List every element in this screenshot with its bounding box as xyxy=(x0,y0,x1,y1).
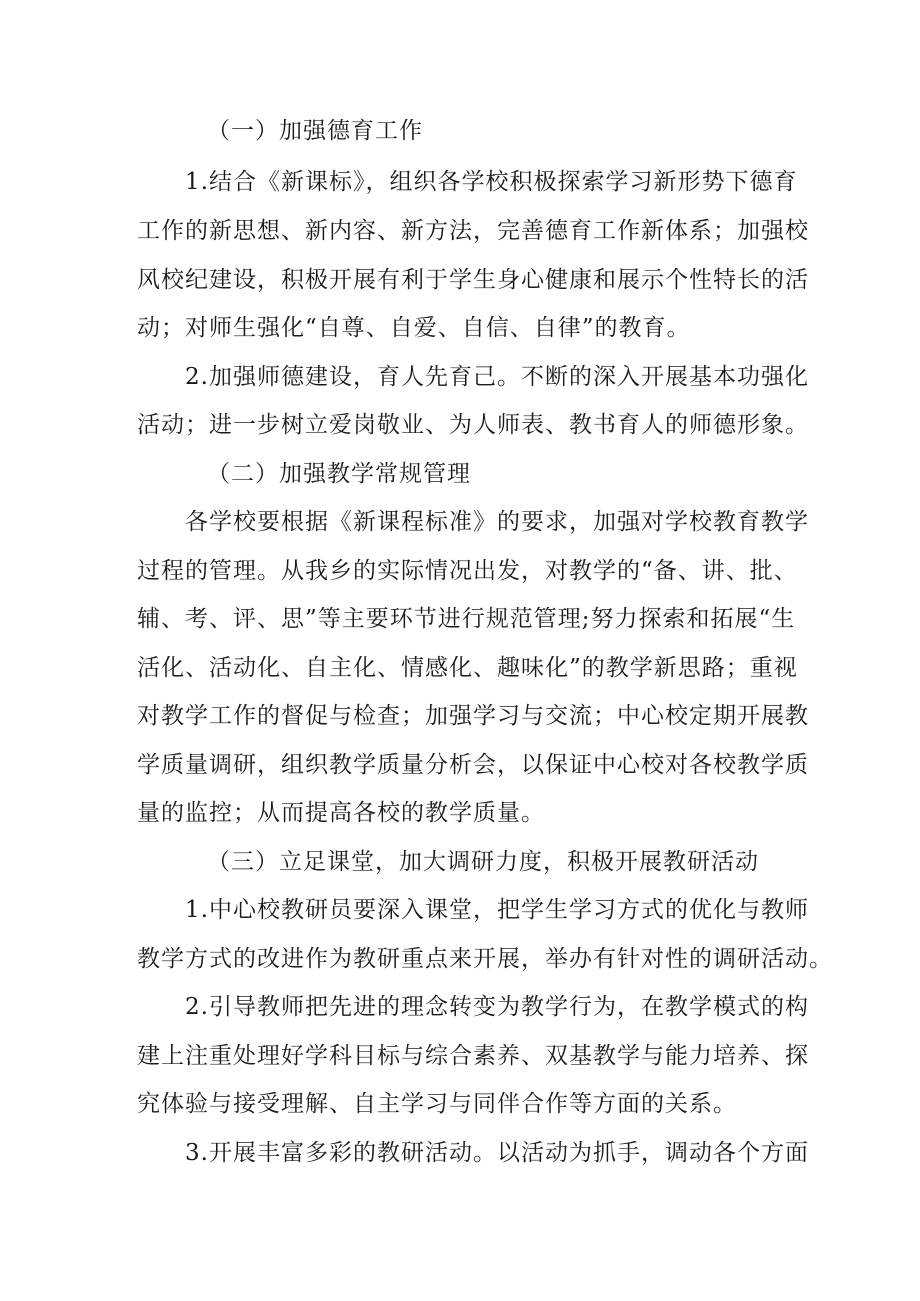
paragraph-line: 对教学工作的督促与检查；加强学习与交流；中心校定期开展教 xyxy=(137,703,809,729)
paragraph-line: 辅、考、评、思”等主要环节进行规范管理;努力探索和拓展“生 xyxy=(137,606,796,632)
paragraph-line: 建上注重处理好学科目标与综合素养、双基教学与能力培养、探 xyxy=(137,1043,809,1069)
paragraph-line: 量的监控；从而提高各校的教学质量。 xyxy=(137,800,545,826)
paragraph-line: 各学校要根据《新课程标准》的要求，加强对学校教育教学 xyxy=(185,509,809,535)
paragraph-line: 2.加强师德建设，育人先育己。不断的深入开展基本功强化 xyxy=(185,364,809,390)
section-heading-2: （二）加强教学常规管理 xyxy=(207,461,471,487)
paragraph-line: 动；对师生强化“自尊、自爱、自信、自律”的教育。 xyxy=(137,315,691,341)
paragraph-line: 究体验与接受理解、自主学习与同伴合作等方面的关系。 xyxy=(137,1091,737,1117)
paragraph-line: 活动；进一步树立爱岗敬业、为人师表、教书育人的师德形象。 xyxy=(137,412,809,438)
paragraph-line: 1.中心校教研员要深入课堂，把学生学习方式的优化与教师 xyxy=(185,897,809,923)
section-heading-1: （一）加强德育工作 xyxy=(207,118,423,144)
paragraph-line: 学质量调研，组织教学质量分析会，以保证中心校对各校教学质 xyxy=(137,752,809,778)
paragraph-line: 过程的管理。从我乡的实际情况出发，对教学的“备、讲、批、 xyxy=(137,558,798,584)
paragraph-line: 2.引导教师把先进的理念转变为教学行为，在教学模式的构 xyxy=(185,994,809,1020)
paragraph-line: 教学方式的改进作为教研重点来开展，举办有针对性的调研活动。 xyxy=(137,946,833,972)
paragraph-line: 风校纪建设，积极开展有利于学生身心健康和展示个性特长的活 xyxy=(137,267,809,293)
paragraph-line: 工作的新思想、新内容、新方法，完善德育工作新体系；加强校 xyxy=(137,218,809,244)
section-heading-3: （三）立足课堂，加大调研力度，积极开展教研活动 xyxy=(207,849,759,875)
paragraph-line: 活化、活动化、自主化、情感化、趣味化”的教学新思路；重视 xyxy=(137,655,798,681)
paragraph-line: 3.开展丰富多彩的教研活动。以活动为抓手，调动各个方面 xyxy=(185,1140,809,1166)
paragraph-line: 1.结合《新课标》，组织各学校积极探索学习新形势下德育 xyxy=(185,169,798,195)
